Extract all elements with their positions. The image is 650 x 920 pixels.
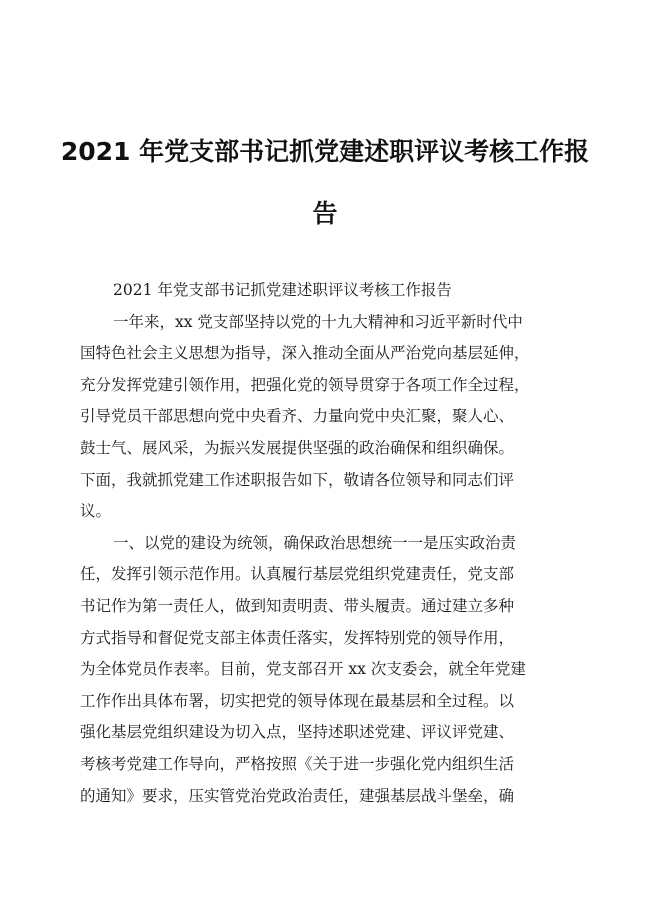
body-line: 方式指导和督促党支部主体责任落实，发挥特别党的领导作用， — [80, 628, 515, 647]
body-line: 一年来，xx 党支部坚持以党的十九大精神和习近平新时代中 — [113, 312, 523, 331]
title-line-2: 告 — [312, 199, 338, 228]
body-line: 国特色社会主义思想为指导，深入推动全面从严治党向基层延伸， — [80, 344, 530, 363]
body-line: 任，发挥引领示范作用。认真履行基层党组织党建责任，党支部 — [80, 565, 515, 584]
body-subtitle: 2021 年党支部书记抓党建述职评议考核工作报告 — [113, 281, 452, 299]
body-line: 充分发挥党建引领作用，把强化党的领导贯穿于各项工作全过程， — [80, 375, 530, 394]
body-line: 一、以党的建设为统领，确保政治思想统一一是压实政治责 — [113, 533, 517, 552]
body-line: 书记作为第一责任人，做到知责明责、带头履责。通过建立多种 — [80, 596, 515, 615]
document-body — [80, 275, 575, 812]
title-line-1: 2021 年党支部书记抓党建述职评议考核工作报 — [60, 137, 590, 166]
body-line: 强化基层党组织建设为切入点，坚持述职述党建、评议评党建、 — [80, 723, 515, 742]
body-line: 考核考党建工作导向，严格按照《关于进一步强化党内组织生活 — [80, 754, 515, 773]
document-title — [60, 130, 590, 254]
body-line: 引导党员干部思想向党中央看齐、力量向党中央汇聚，聚人心、 — [80, 407, 515, 426]
body-line: 为全体党员作表率。目前，党支部召开 xx 次支委会，就全年党建 — [80, 660, 526, 679]
body-line: 工作作出具体布署，切实把党的领导体现在最基层和全过程。以 — [80, 691, 515, 710]
body-line: 下面，我就抓党建工作述职报告如下，敬请各位领导和同志们评 — [80, 470, 515, 489]
body-line: 的通知》要求，压实管党治党政治责任，建强基层战斗堡垒，确 — [80, 786, 515, 805]
body-line: 鼓士气、展风采，为振兴发展提供坚强的政治确保和组织确保。 — [80, 438, 515, 457]
body-line: 议。 — [80, 502, 112, 521]
